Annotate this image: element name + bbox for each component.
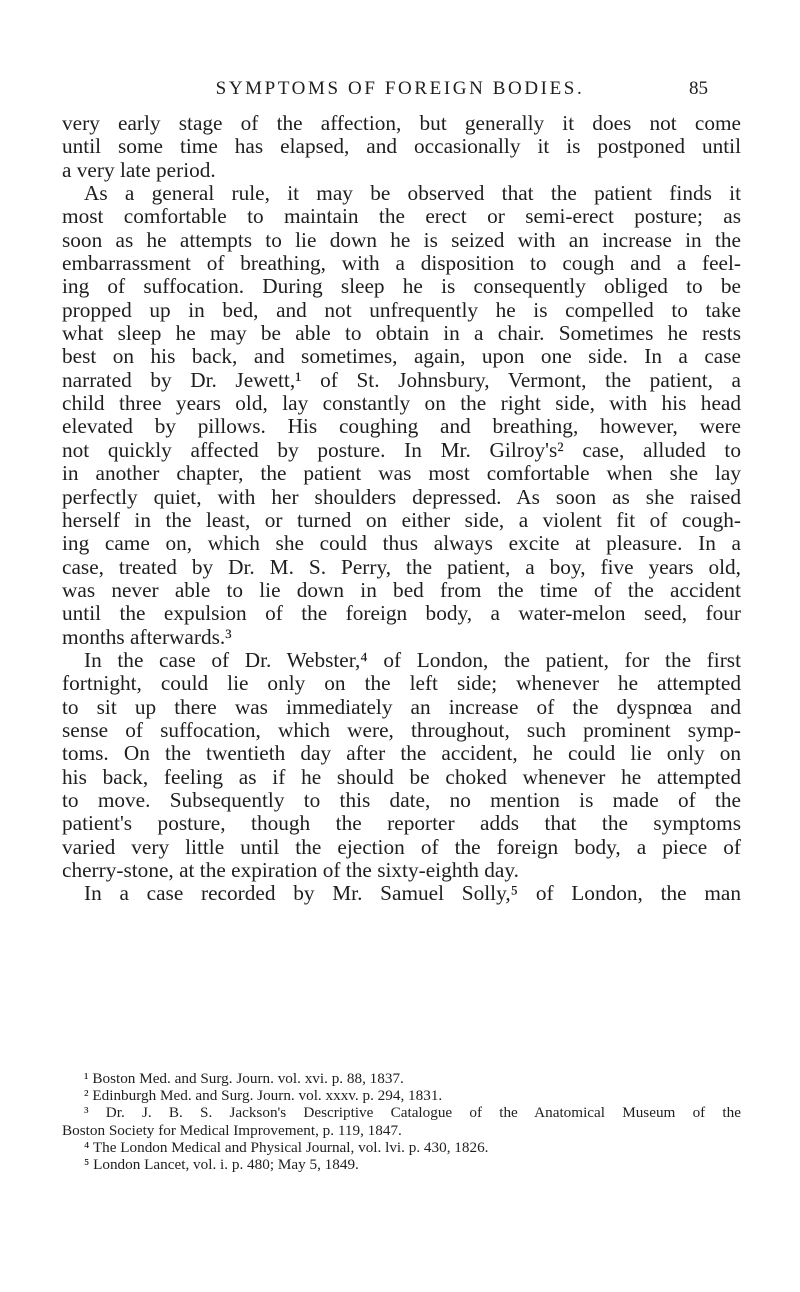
text-line: cherry-stone, at the expiration of the sixty-eighth day. — [62, 858, 519, 882]
text-line: patient's posture, though the reporter adds that the symptoms — [62, 811, 741, 836]
text-line: most comfortable to maintain the erect or semi-erect posture; as — [62, 204, 741, 229]
text-line: sense of suffocation, which were, throughout, such prominent symp- — [62, 717, 741, 742]
text-line: perfectly quiet, with her shoulders depressed. As soon as she raised — [62, 484, 741, 509]
footnote: ² Edinburgh Med. and Surg. Journ. vol. xxxv. p. 294, 1831. — [84, 1087, 443, 1105]
running-head — [0, 78, 800, 102]
footnote-continuation: Boston Society for Medical Improvement, p. 119, 1847. — [62, 1121, 402, 1139]
text-line: his back, feeling as if he should be choked whenever he attempted — [62, 764, 741, 789]
running-title: SYMPTOMS OF FOREIGN BODIES. — [215, 78, 585, 99]
text-line: herself in the least, or turned on either side, a violent fit of cough- — [62, 507, 741, 532]
text-line: until the expulsion of the foreign body, a water-melon seed, four — [62, 601, 741, 626]
text-line: soon as he attempts to lie down he is seized with an increase in the — [62, 227, 741, 252]
text-line: very early stage of the affection, but generally it does not come — [62, 111, 741, 135]
text-line: varied very little until the ejection of the foreign body, a piece of — [62, 834, 741, 859]
text-line: toms. On the twentieth day after the accident, he could lie only on — [62, 741, 741, 766]
footnote: ⁵ London Lancet, vol. i. p. 480; May 5, 1849. — [84, 1155, 359, 1173]
text-line: to sit up there was immediately an increase of the dyspnœa and — [62, 694, 741, 719]
footnote: ¹ Boston Med. and Surg. Journ. vol. xvi. p. 88, 1837. — [84, 1070, 404, 1087]
footnotes — [62, 1070, 741, 1173]
text-line: ing of suffocation. During sleep he is consequently obliged to be — [62, 274, 741, 299]
text-line: elevated by pillows. His coughing and breathing, however, were — [62, 414, 741, 439]
text-line: propped up in bed, and not unfrequently he is compelled to take — [62, 297, 741, 322]
text-line: best on his back, and sometimes, again, upon one side. In a case — [62, 344, 741, 369]
text-line: months afterwards.³ — [62, 624, 232, 649]
text-line: was never able to lie down in bed from the time of the accident — [62, 577, 741, 602]
text-line: fortnight, could lie only on the left side; whenever he attempted — [62, 671, 741, 696]
text-line: until some time has elapsed, and occasionally it is postponed until — [62, 134, 741, 159]
text-line: embarrassment of breathing, with a disposition to cough and a feel- — [62, 251, 741, 276]
page-number: 85 — [689, 78, 708, 99]
text-line: child three years old, lay constantly on the right side, with his head — [62, 391, 741, 416]
text-line: In a case recorded by Mr. Samuel Solly,⁵ of London, the man — [84, 881, 741, 906]
text-line: in another chapter, the patient was most comfortable when she lay — [62, 461, 741, 486]
text-line: As a general rule, it may be observed that the patient finds it — [84, 181, 741, 206]
footnote: ⁴ The London Medical and Physical Journal, vol. lvi. p. 430, 1826. — [84, 1138, 489, 1156]
text-line: case, treated by Dr. M. S. Perry, the patient, a boy, five years old, — [62, 554, 741, 579]
footnote: ³ Dr. J. B. S. Jackson's Descriptive Catalogue of the Anatomical Museum of the — [84, 1104, 741, 1122]
text-line: ing came on, which she could thus always excite at pleasure. In a — [62, 531, 741, 556]
text-line: to move. Subsequently to this date, no mention is made of the — [62, 787, 741, 812]
text-line: In the case of Dr. Webster,⁴ of London, the patient, for the first — [84, 647, 741, 672]
body-text — [62, 112, 741, 906]
text-line: narrated by Dr. Jewett,¹ of St. Johnsbury, Vermont, the patient, a — [62, 367, 741, 392]
text-line: not quickly affected by posture. In Mr. Gilroy's² case, alluded to — [62, 437, 741, 462]
text-line: what sleep he may be able to obtain in a chair. Sometimes he rests — [62, 321, 741, 346]
text-line: a very late period. — [62, 157, 216, 182]
